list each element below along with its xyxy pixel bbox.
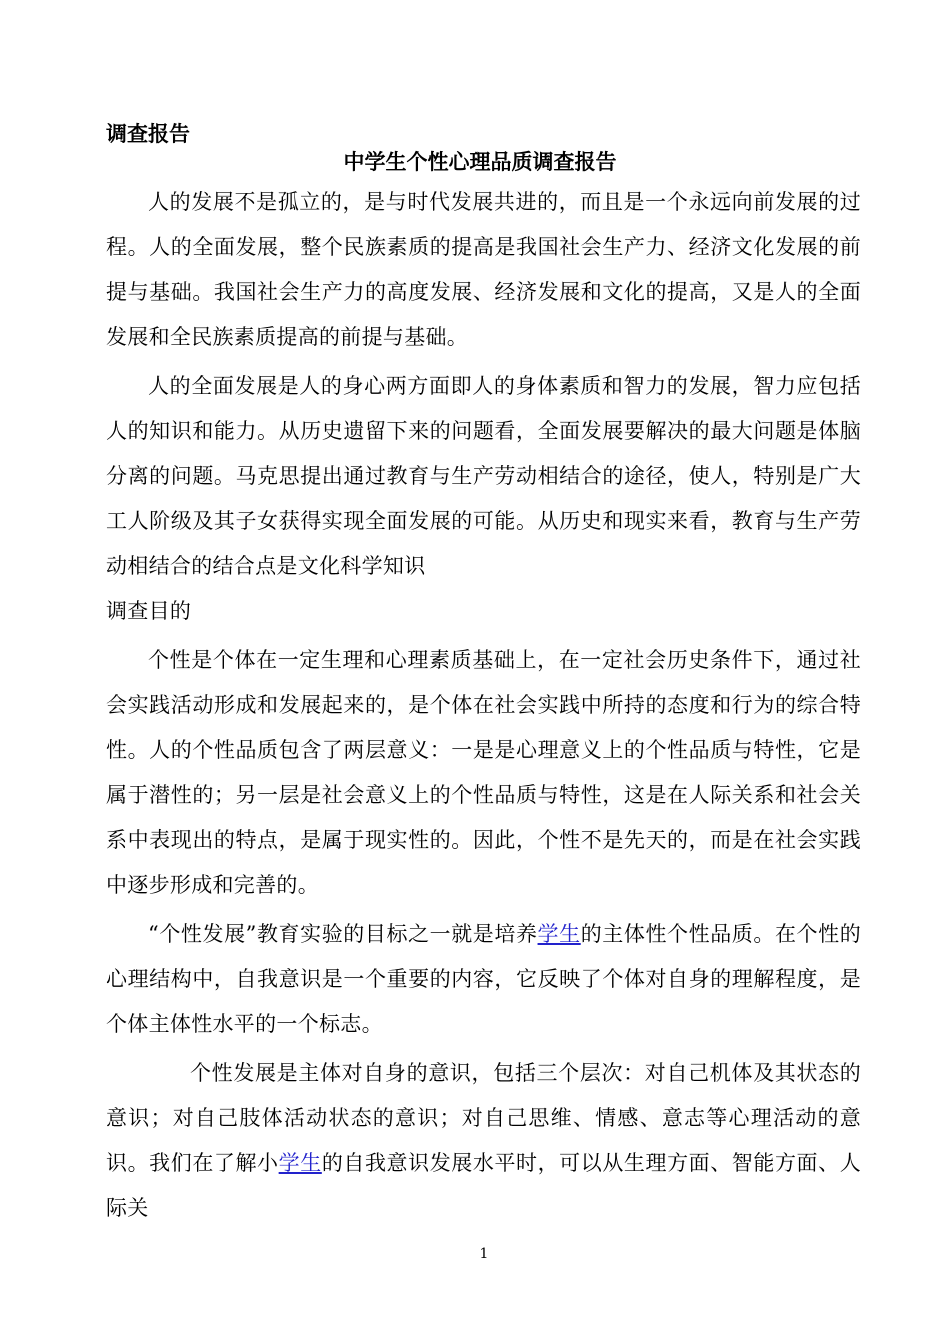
document-title: 中学生个性心理品质调查报告 (343, 149, 617, 174)
student-link-2[interactable]: 学生 (278, 1151, 322, 1175)
paragraph-self-awareness-before: 个性发展是主体对自身的意识，包括三个层次：对自己机体及其状态的意识；对自己肢体活动状态的意识；对自己思维、情感、意志等心理活动的意识。我们在了解小 (106, 1061, 861, 1175)
document-heading: 调查报告 (106, 121, 190, 146)
paragraph-intro: 人的发展不是孤立的，是与时代发展共进的，而且是一个永远向前发展的过程。人的全面发展，整个民族素质的提高是我国社会生产力、经济文化发展的前提与基础。我国社会生产力的高度发展、经济发展和文化的提高，又是人的全面发展和全民族素质提高的前提与基础。 (106, 190, 861, 349)
section-heading-purpose: 调查目的 (106, 599, 192, 623)
paragraph-personality-definition: 个性是个体在一定生理和心理素质基础上，在一定社会历史条件下，通过社会实践活动形成和发展起来的，是个体在社会实践中所持的态度和行为的综合特性。人的个性品质包含了两层意义：一是是心理意义上的个性品质与特性，它是属于潜性的；另一层是社会意义上的个性品质与特性，这是在人际关系和社会关系中表现出的特点，是属于现实性的。因此，个性不是先天的，而是在社会实践中逐步形成和完善的。 (106, 648, 861, 897)
student-link[interactable]: 学生 (537, 922, 581, 946)
paragraph-experiment-goal-after: 的主体性个性品质。在个性的心理结构中，自我意识是一个重要的内容，它反映了个体对自身的理解程度，是个体主体性水平的一个标志。 (106, 922, 862, 1036)
paragraph-experiment-goal-before: “个性发展”教育实验的目标之一就是培养 (148, 922, 538, 946)
page-number: 1 (479, 1246, 489, 1262)
paragraph-comprehensive-development: 人的全面发展是人的身心两方面即人的身体素质和智力的发展，智力应包括人的知识和能力。从历史遗留下来的问题看，全面发展要解决的最大问题是体脑分离的问题。马克思提出通过教育与生产劳动相结合的途径，使人，特别是广大工人阶级及其子女获得实现全面发展的可能。从历史和现实来看，教育与生产劳动相结合的结合点是文化科学知识 (106, 374, 861, 578)
paragraph-self-awareness (106, 1051, 861, 1231)
document-body (106, 180, 861, 1231)
paragraph-self-awareness-after: 的自我意识发展水平时，可以从生理方面、智能方面、人际关 (106, 1151, 862, 1220)
paragraph-experiment-goal (106, 912, 861, 1047)
